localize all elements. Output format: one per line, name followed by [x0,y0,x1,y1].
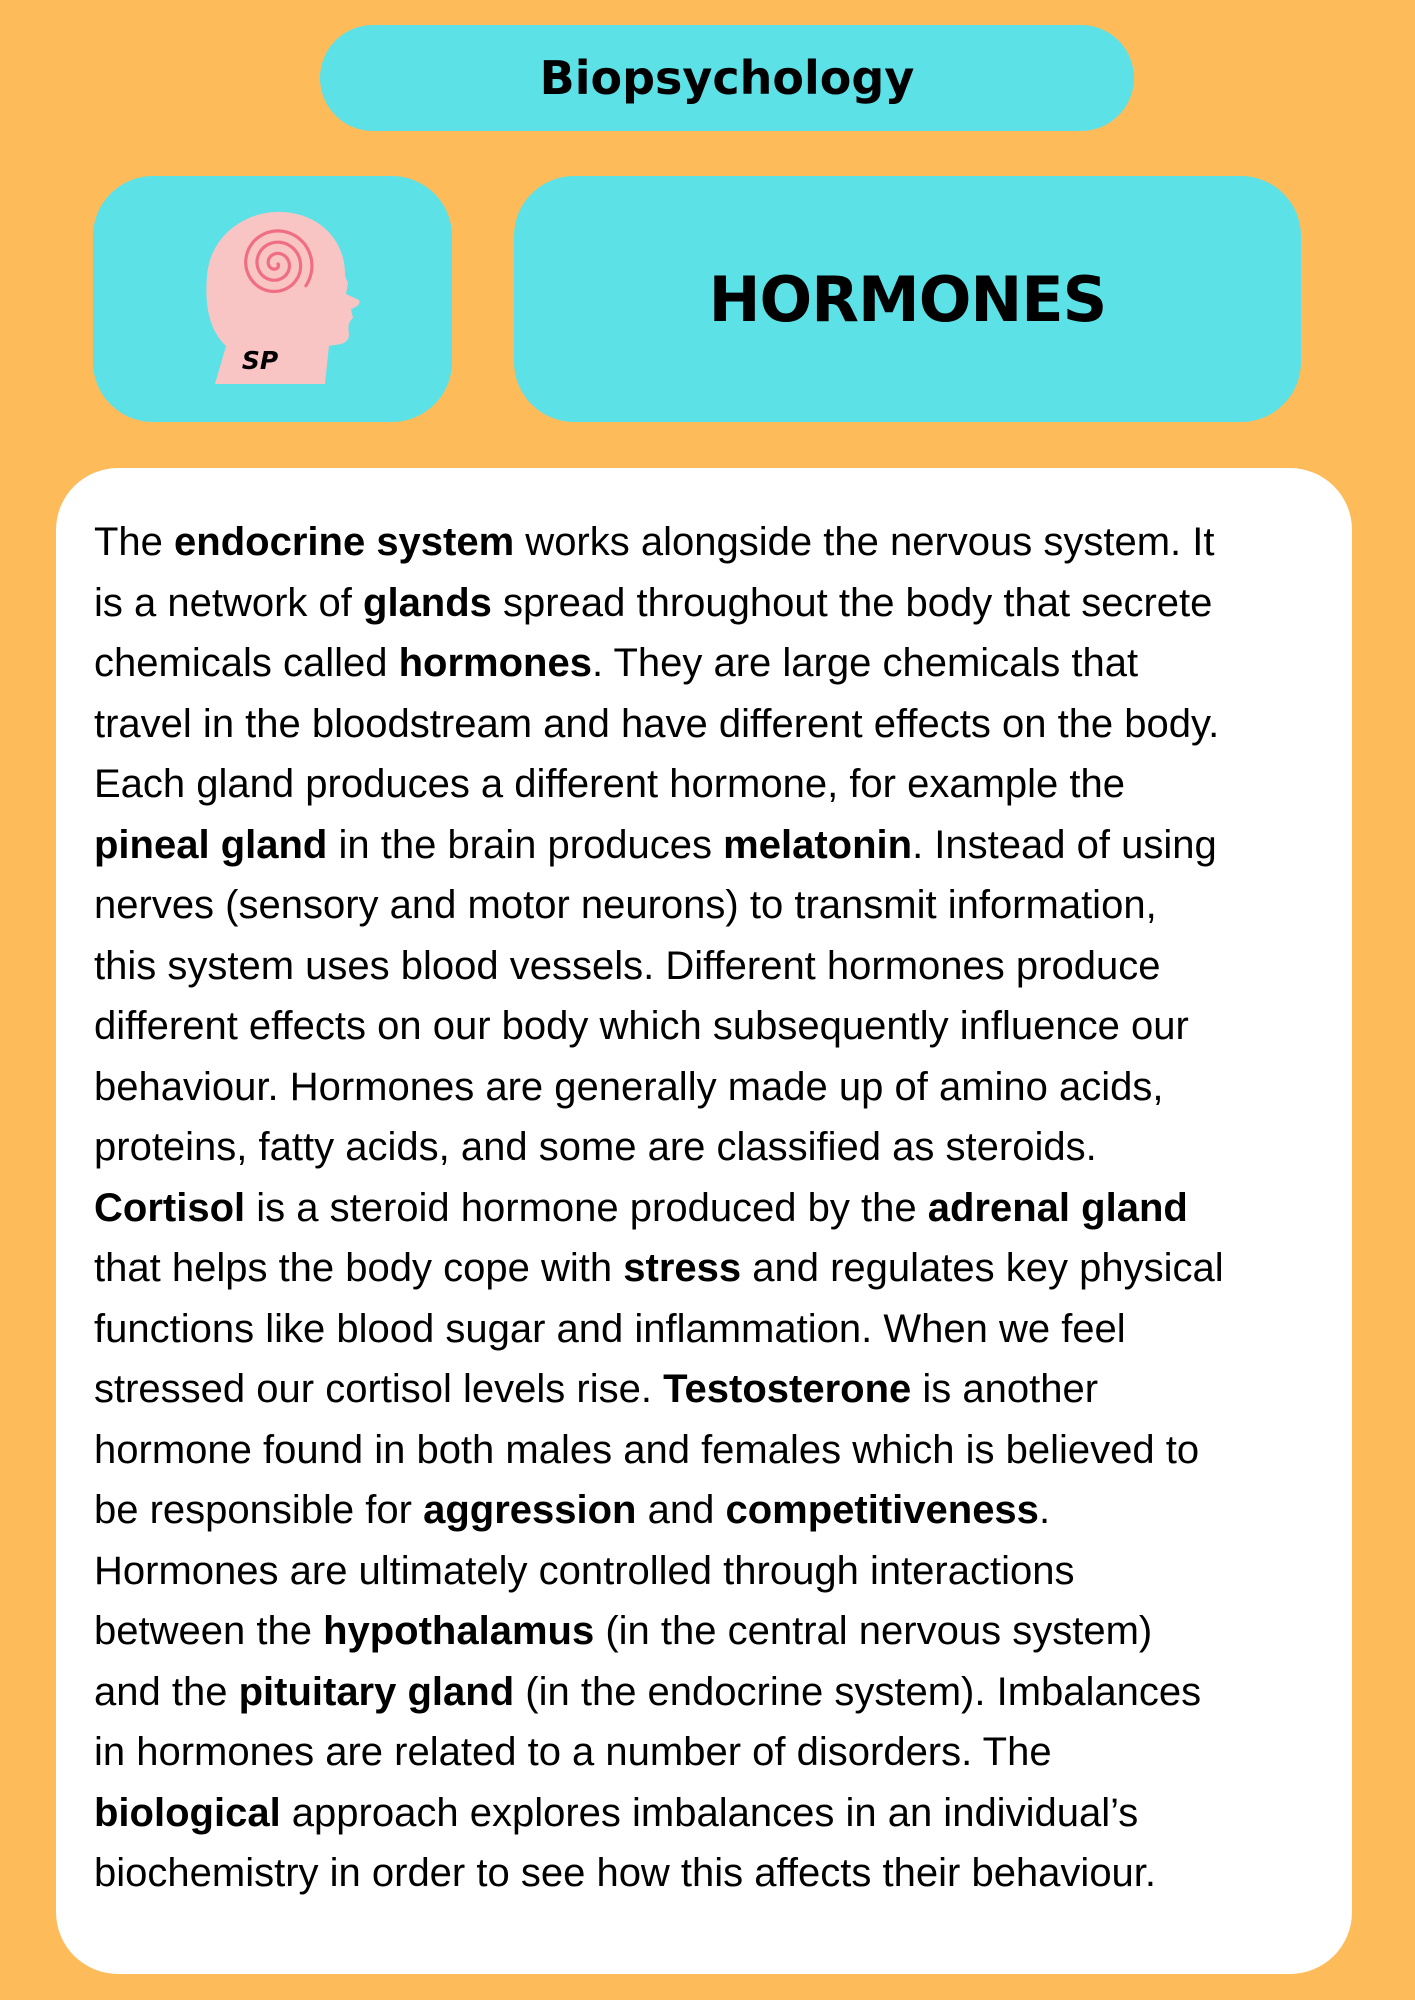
body-text-run: in the brain produces [327,822,724,867]
key-term: melatonin [723,822,913,867]
body-text-run: biochemistry in order to see how this affects their behaviour. [94,1851,1157,1895]
body-line [94,815,1344,876]
key-term: Testosterone [663,1367,912,1411]
body-line [94,1299,1344,1360]
body-line [94,1843,1344,1904]
body-text-run: between the [94,1609,324,1653]
page-title: HORMONES [708,262,1107,336]
body-text-run: approach explores imbalances in an individual’s [280,1790,1139,1835]
body-line [94,754,1344,815]
body-line [94,633,1344,694]
key-term: biological [94,1790,281,1835]
body-text-run: (in the endocrine system). Imbalances [514,1669,1202,1714]
body-text-run: behaviour. Hormones are generally made up of amino acids, [94,1064,1164,1109]
key-term: stress [623,1246,742,1290]
body-text-run: is another [911,1367,1099,1411]
body-line [94,875,1344,936]
body-text-run: and regulates key physical [741,1246,1224,1290]
key-term: pineal gland [94,822,328,867]
key-term: Cortisol [94,1185,246,1230]
body-text-run: Hormones are ultimately controlled through interactions [94,1548,1075,1593]
body-line [94,1238,1344,1299]
body-text-run: is a network of [94,580,364,625]
body-line [94,1117,1344,1178]
body-text-run: be responsible for [94,1488,424,1532]
logo-panel [93,176,452,422]
key-term: aggression [423,1488,637,1532]
key-term: glands [363,580,492,625]
body-line [94,1057,1344,1118]
head-spiral-icon [93,176,452,422]
body-text-run: in hormones are related to a number of disorders. The [94,1730,1052,1774]
body-line [94,694,1344,755]
body-text-run: hormone found in both males and females which is believed to [94,1427,1200,1472]
body-text-run: that helps the body cope with [94,1246,624,1290]
key-term: competitiveness [725,1488,1039,1532]
subject-banner [320,25,1134,131]
body-line [94,1178,1344,1239]
body-line [94,1662,1344,1723]
key-term: hypothalamus [323,1609,595,1653]
body-line [94,1420,1344,1481]
body-line [94,1480,1344,1541]
body-text-run: travel in the bloodstream and have different effects on the body. [94,701,1220,746]
body-text [94,512,1344,1904]
body-text-run: (in the central nervous system) [594,1609,1153,1653]
title-panel [514,176,1301,422]
body-text-run: nerves (sensory and motor neurons) to transmit information, [94,883,1157,927]
body-text-run: functions like blood sugar and inflammation. When we feel [94,1306,1126,1351]
head-silhouette [206,212,359,384]
body-text-run: . Instead of using [912,822,1217,867]
body-line [94,1722,1344,1783]
body-text-run: and the [94,1669,239,1714]
key-term: adrenal gland [927,1185,1188,1230]
subject-title: Biopsychology [539,51,915,105]
body-text-run: stressed our cortisol levels rise. [94,1367,664,1411]
body-line [94,996,1344,1057]
body-text-run: different effects on our body which subsequently influence our [94,1004,1189,1048]
body-text-run: works alongside the nervous system. It [514,520,1215,564]
body-text-run: and [636,1488,726,1532]
body-text-run: is a steroid hormone produced by the [245,1185,928,1230]
body-text-run: spread throughout the body that secrete [491,580,1213,625]
body-line [94,573,1344,634]
key-term: pituitary gland [238,1669,515,1714]
body-text-run: proteins, fatty acids, and some are classified as steroids. [94,1125,1097,1169]
key-term: endocrine system [174,520,515,564]
body-text-run: . [1038,1488,1051,1532]
body-text-run: The [94,520,175,564]
key-term: hormones [398,641,592,685]
body-line [94,512,1344,573]
body-text-run: this system uses blood vessels. Different hormones produce [94,943,1161,988]
body-line [94,1359,1344,1420]
body-text-run: Each gland produces a different hormone, for example the [94,762,1126,806]
body-line [94,936,1344,997]
body-text-run: . They are large chemicals that [591,641,1139,685]
logo-initials: SP [241,346,279,375]
body-line [94,1783,1344,1844]
body-text-run: chemicals called [94,641,399,685]
body-line [94,1541,1344,1602]
body-line [94,1601,1344,1662]
